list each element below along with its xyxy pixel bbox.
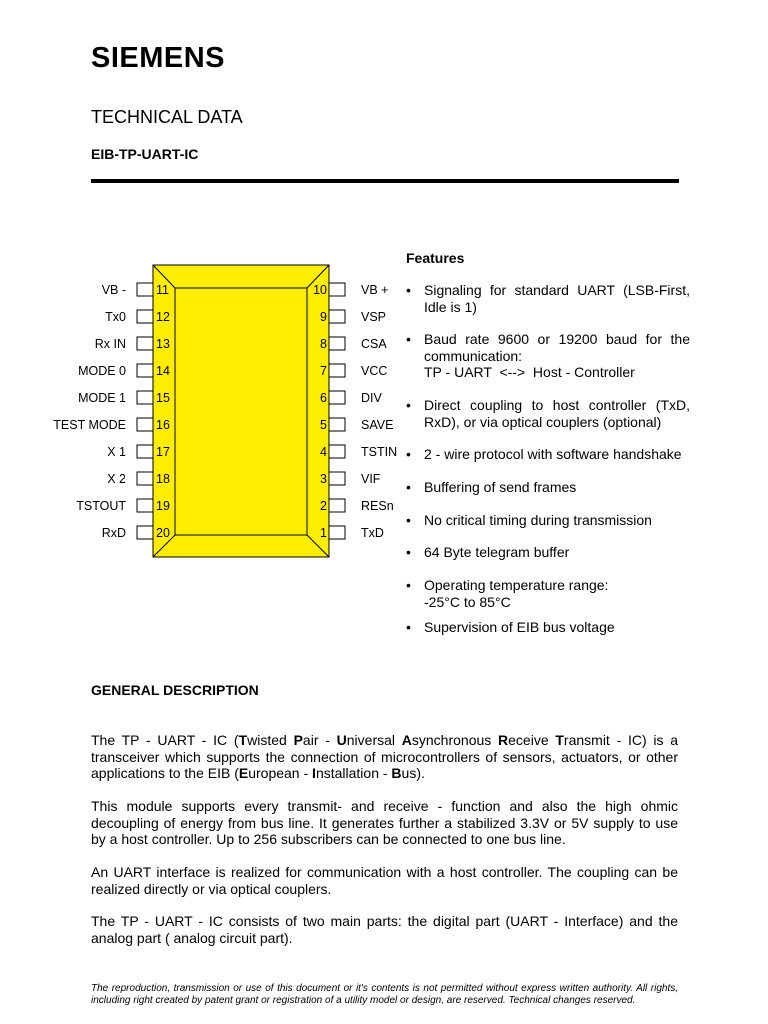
pin-number-left: 14 <box>156 364 170 378</box>
pin-lead <box>329 283 345 296</box>
pin-number-right: 9 <box>320 310 327 324</box>
pin-name-right: DIV <box>361 391 382 405</box>
feature-text: No critical timing during transmission <box>424 512 652 528</box>
feature-subtext: -25°C to 85°C <box>424 593 511 610</box>
pin-lead <box>329 472 345 485</box>
pin-name-left: TEST MODE <box>53 418 126 432</box>
pin-number-left: 13 <box>156 337 170 351</box>
pin-number-left: 19 <box>156 499 170 513</box>
feature-text: Buffering of send frames <box>424 479 577 495</box>
feature-item <box>424 282 690 315</box>
feature-text: 64 Byte telegram buffer <box>424 544 570 560</box>
pin-lead <box>137 310 153 323</box>
feature-text: Direct coupling to host controller (TxD, RxD), or via optical couplers (optional) <box>424 397 690 430</box>
bullet-icon: • <box>406 446 411 462</box>
feature-text: 2 - wire protocol with software handshake <box>424 446 682 462</box>
chip-pinout-diagram <box>0 0 400 570</box>
feature-item <box>424 577 690 610</box>
pin-lead <box>329 445 345 458</box>
pin-number-left: 20 <box>156 526 170 540</box>
pin-number-right: 5 <box>320 418 327 432</box>
pin-lead <box>137 337 153 350</box>
pin-name-right: TSTIN <box>361 445 398 459</box>
pin-number-left: 16 <box>156 418 170 432</box>
pin-lead <box>329 526 345 539</box>
pin-name-left: X 1 <box>107 445 126 459</box>
pin-name-left: MODE 0 <box>78 364 126 378</box>
feature-item <box>424 544 690 561</box>
chip-top-face <box>175 288 307 535</box>
bullet-icon: • <box>406 479 411 495</box>
description-paragraph-4: The TP - UART - IC consists of two main parts: the digital part (UART - Interface) and the analog part ( analog circuit part). <box>91 913 678 946</box>
pin-name-right: TxD <box>361 526 384 540</box>
pin-name-right: VSP <box>361 310 387 324</box>
pin-number-left: 15 <box>156 391 170 405</box>
pin-lead <box>137 364 153 377</box>
feature-text: Signaling for standard UART (LSB-First, Idle is 1) <box>424 282 690 315</box>
bullet-icon: • <box>406 544 411 560</box>
feature-item <box>424 331 690 381</box>
pin-number-right: 8 <box>320 337 327 351</box>
pin-number-right: 3 <box>320 472 327 486</box>
pin-name-left: MODE 1 <box>78 391 126 405</box>
feature-text: Baud rate 9600 or 19200 baud for the communication: <box>424 331 690 364</box>
bullet-icon: • <box>406 397 411 413</box>
pin-lead <box>137 499 153 512</box>
document-subtitle: EIB-TP-UART-IC <box>91 146 199 162</box>
pin-name-left: X 2 <box>107 472 126 486</box>
pin-number-right: 4 <box>320 445 327 459</box>
pin-name-left: VB - <box>101 283 126 297</box>
siemens-logo: SIEMENS <box>91 42 226 74</box>
pin-lead <box>137 283 153 296</box>
pin-lead <box>329 499 345 512</box>
pin-lead <box>329 418 345 431</box>
pin-number-left: 18 <box>156 472 170 486</box>
description-paragraph-1: The TP - UART - IC (Twisted Pair - Universal Asynchronous Receive Transmit - IC) is a transceiver which supports the connection of microcontrollers of sensors, actuators, or other applications to the EIB (European - Installation - Bus). <box>91 732 679 781</box>
page-title: TECHNICAL DATA <box>91 107 243 127</box>
feature-item <box>424 479 690 496</box>
feature-text: Operating temperature range: <box>424 577 609 593</box>
pin-name-left: RxD <box>101 526 126 540</box>
feature-item <box>424 397 690 430</box>
pin-number-left: 12 <box>156 310 170 324</box>
pin-lead <box>329 337 345 350</box>
bullet-icon: • <box>406 577 411 593</box>
pin-name-right: SAVE <box>361 418 394 432</box>
pin-lead <box>137 445 153 458</box>
pin-lead <box>329 364 345 377</box>
pin-name-left: Rx IN <box>94 337 126 351</box>
features-title: Features <box>406 250 465 266</box>
pin-name-left: TSTOUT <box>76 499 126 513</box>
pin-name-right: CSA <box>361 337 387 351</box>
pin-lead <box>137 472 153 485</box>
pin-number-right: 6 <box>320 391 327 405</box>
pin-name-right: VCC <box>361 364 388 378</box>
pin-lead <box>137 526 153 539</box>
description-paragraph-2: This module supports every transmit- and receive - function and also the high ohmic decoupling of energy from bus line. It generates further a stabilized 3.3V or 5V supply to use by a host controller. Up to 256 subscribers can be connected to one bus line. <box>91 798 678 847</box>
feature-subtext: TP - UART <--> Host - Controller <box>424 364 635 380</box>
feature-item <box>424 512 690 529</box>
pin-name-right: RESn <box>361 499 394 513</box>
feature-item <box>424 446 690 463</box>
pin-number-right: 10 <box>313 283 327 297</box>
pin-number-left: 11 <box>156 283 169 297</box>
feature-item <box>424 619 690 636</box>
bullet-icon: • <box>406 282 411 298</box>
pin-number-left: 17 <box>156 445 170 459</box>
pin-number-right: 7 <box>320 364 327 378</box>
bullet-icon: • <box>406 619 411 635</box>
pin-name-left: Tx0 <box>105 310 126 324</box>
pin-lead <box>329 391 345 404</box>
pin-name-right: VIF <box>361 472 381 486</box>
legal-footer: The reproduction, transmission or use of this document or it's contents is not permitted without express written authority. All rights, including right created by patent grant or registration of a utility model or design, are reserved. Technical changes reserved. <box>91 983 678 1006</box>
pin-lead <box>329 310 345 323</box>
pin-lead <box>137 418 153 431</box>
pin-name-right: VB + <box>361 283 389 297</box>
general-description-title: GENERAL DESCRIPTION <box>91 682 259 698</box>
pin-number-right: 1 <box>320 526 327 540</box>
feature-text: Supervision of EIB bus voltage <box>424 619 615 635</box>
pin-lead <box>137 391 153 404</box>
pin-number-right: 2 <box>320 499 327 513</box>
description-paragraph-3: An UART interface is realized for communication with a host controller. The coupling can be realized directly or via optical couplers. <box>91 864 678 897</box>
bullet-icon: • <box>406 331 411 347</box>
bullet-icon: • <box>406 512 411 528</box>
